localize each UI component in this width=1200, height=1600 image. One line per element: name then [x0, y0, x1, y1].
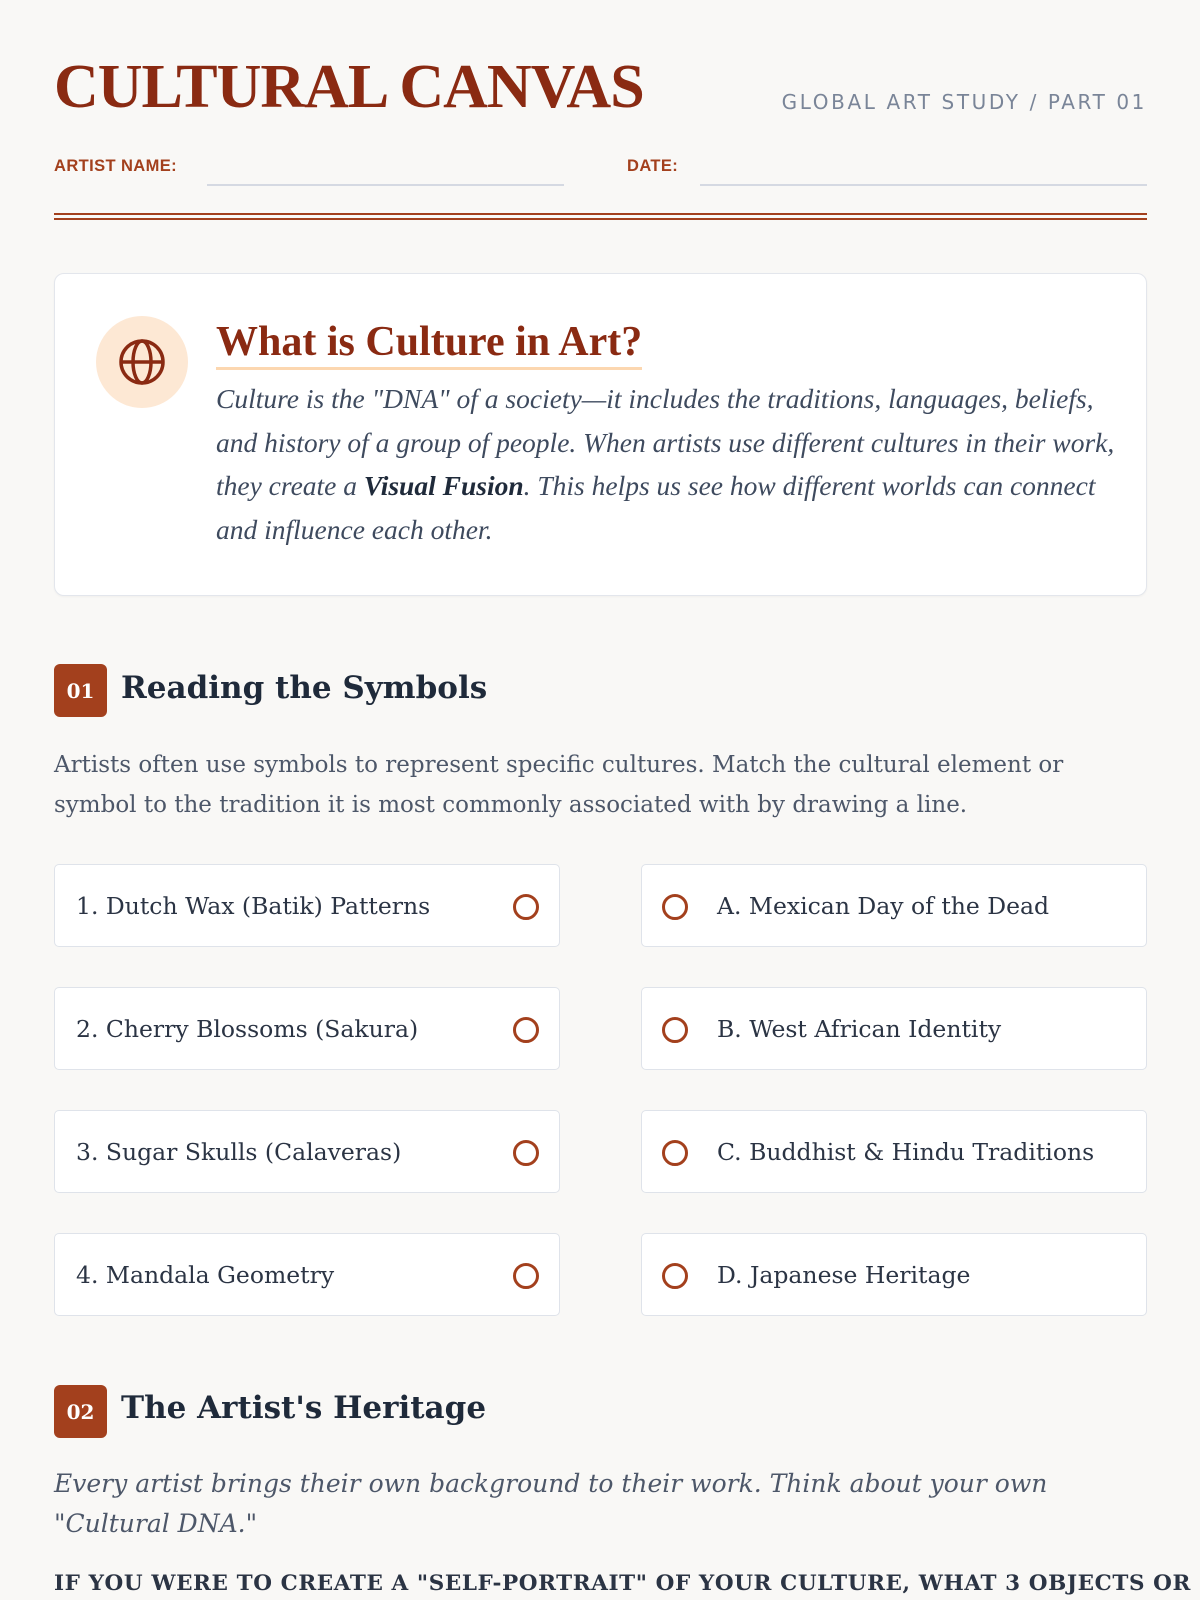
artist-name-field[interactable]	[207, 184, 564, 186]
section-description-symbols: Artists often use symbols to represent specific cultures. Match the cultural element or symbol to the tradition it is most commonly associated with by drawing a line.	[54, 752, 1064, 818]
match-left-label: 1. Dutch Wax (Batik) Patterns	[76, 891, 431, 920]
match-connector-dot[interactable]	[513, 1140, 539, 1166]
section-title-artists-heritage: The Artist's Heritage	[121, 1390, 487, 1426]
match-left-label: 2. Cherry Blossoms (Sakura)	[76, 1014, 419, 1043]
match-right-label: D. Japanese Heritage	[717, 1260, 971, 1289]
header-divider-bottom	[54, 218, 1147, 220]
match-right-item-b[interactable]	[641, 987, 1147, 1070]
match-left-label: 3. Sugar Skulls (Calaveras)	[76, 1137, 402, 1166]
match-left-item-2[interactable]	[54, 987, 560, 1070]
header-divider-top	[54, 213, 1147, 215]
match-left-label: 4. Mandala Geometry	[76, 1260, 335, 1289]
intro-text: Culture is the "DNA" of a society—it includes the traditions, languages, beliefs, and history of a group of people. When artists use different cultures in their work, they create a Visual Fusion. This helps us see how different worlds can connect and influence each other.	[216, 383, 1115, 545]
heritage-question-prompt: IF YOU WERE TO CREATE A "SELF-PORTRAIT" OF YOUR CULTURE, WHAT 3 OBJECTS OR	[54, 1571, 1191, 1596]
section-number-01: 01	[54, 664, 107, 717]
date-field[interactable]	[700, 184, 1147, 186]
match-connector-dot[interactable]	[662, 1140, 688, 1166]
match-right-item-a[interactable]	[641, 864, 1147, 947]
worksheet-page	[54, 0, 1191, 1600]
section-description-heritage: Every artist brings their own background to their work. Think about your own "Cultural DNA."	[54, 1469, 1048, 1538]
match-right-item-d[interactable]	[641, 1233, 1147, 1316]
section-title-reading-symbols: Reading the Symbols	[121, 670, 488, 706]
match-left-item-1[interactable]	[54, 864, 560, 947]
match-right-label: C. Buddhist & Hindu Traditions	[717, 1137, 1095, 1166]
globe-icon	[116, 336, 168, 388]
section-number-02: 02	[54, 1385, 107, 1438]
match-right-label: B. West African Identity	[717, 1014, 1002, 1043]
page-subtitle: GLOBAL ART STUDY / PART 01	[781, 90, 1147, 114]
intro-card	[54, 273, 1147, 596]
match-right-label: A. Mexican Day of the Dead	[717, 891, 1050, 920]
match-connector-dot[interactable]	[662, 1017, 688, 1043]
match-right-item-c[interactable]	[641, 1110, 1147, 1193]
match-left-item-4[interactable]	[54, 1233, 560, 1316]
match-connector-dot[interactable]	[662, 1263, 688, 1289]
visual-fusion-term: Visual Fusion	[363, 470, 524, 501]
intro-title: What is Culture in Art?	[216, 318, 642, 370]
match-connector-dot[interactable]	[513, 1263, 539, 1289]
match-connector-dot[interactable]	[513, 894, 539, 920]
globe-badge	[96, 316, 188, 408]
artist-name-label: ARTIST NAME:	[54, 157, 178, 175]
page-title: CULTURAL CANVAS	[54, 53, 644, 121]
match-connector-dot[interactable]	[662, 894, 688, 920]
match-left-item-3[interactable]	[54, 1110, 560, 1193]
match-connector-dot[interactable]	[513, 1017, 539, 1043]
date-label: DATE:	[627, 157, 679, 175]
